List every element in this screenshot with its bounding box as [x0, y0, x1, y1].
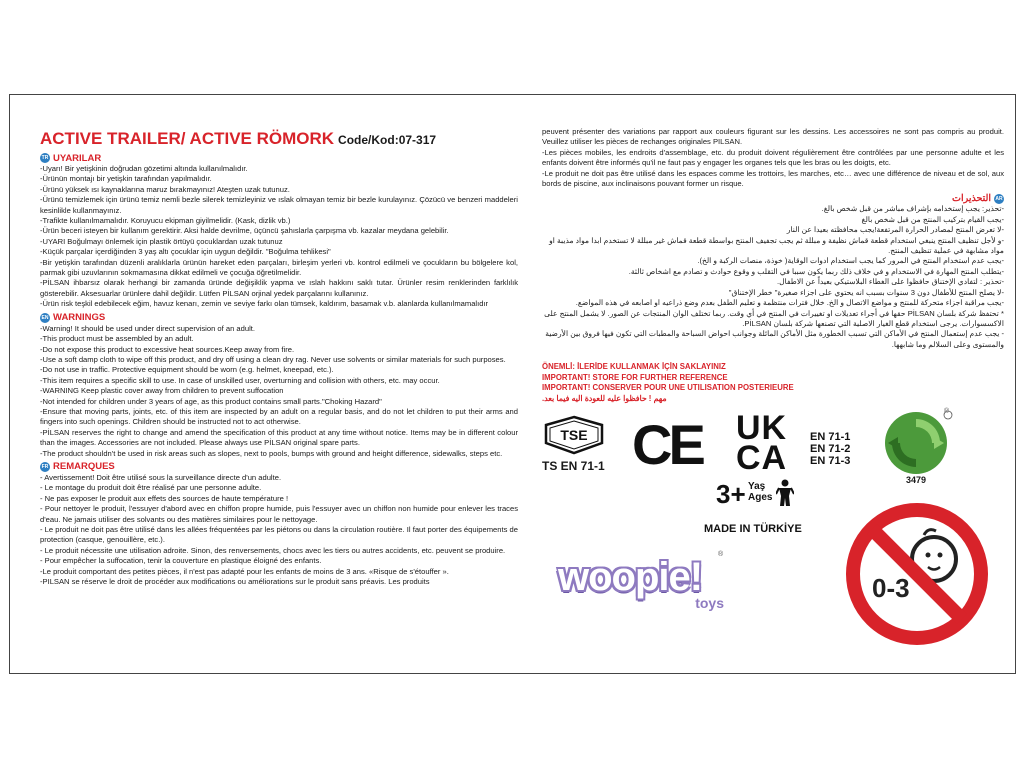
age-label-tr: Yaş	[748, 481, 766, 492]
text-line: - Ne pas exposer le produit aux effets des sources de haute température !	[40, 493, 289, 503]
ukca-top: UK	[736, 409, 788, 447]
section-body-fr	[40, 473, 518, 587]
text-line: -Les pièces mobiles, les endroits d'assemblage, etc. du produit doivent régulièrement être contrôlées par une personne adulte et les enfants doivent être informés qu'il ne faut pas y engager les organes tels que les bras ou les doigts, etc.	[542, 147, 1004, 168]
notice-en: IMPORTANT! STORE FOR FURTHER REFERENCE	[542, 372, 728, 382]
text-line: -يجب عدم استخدام المنتج في المرور كما يجب استخدام ادوات الوقاية( خوذة، منصات الركبة و الخ).	[697, 256, 1004, 266]
section-head-tr	[40, 152, 518, 164]
no-children-under-3-sign	[842, 499, 992, 649]
text-line: -PİLSAN reserves the right to change and amend the specification of this product at any time without notice. Items may be in different colour than the images. Accessories are not included. Please always use PİLSAN original spare parts.	[40, 427, 518, 448]
ukca-mark	[736, 409, 788, 477]
text-line: -The product shouldn't be used in risk areas such as slopes, next to pools, bumps with ground and height difference, sidewalks, steps etc.	[40, 448, 503, 458]
label-sheet	[9, 94, 1016, 674]
section-body-tr	[40, 164, 518, 310]
en-standards	[810, 431, 850, 467]
text-line: -Warning! It should be used under direct supervision of an adult.	[40, 323, 255, 333]
text-line: * تحتفظ شركة بلسان PİLSAN حقها في أجراء تعديلات او تغييرات في المنتج في أي وقت. ربما تختلف الوان المنتجات عن الصور. لا يشمل المنتج على الاكسسوارات. يرجى استخدام قطع الغيار الاصلية التي تصنعها شركة بلسان PİLSAN.	[544, 308, 1004, 328]
made-in-label: MADE IN TÜRKİYE	[704, 523, 802, 535]
age-label-en: Ages	[748, 492, 773, 503]
green-dot-registered: ®	[944, 408, 950, 415]
text-line: -و لأجل تنظيف المنتج ينبغي استخدام قطعة قماش نظيفة و مبللة ثم يجب تجفيف المنتج بواسطة قطعة قماش غير مبللة لا تستخدم ابدا مواد مذيبة او مواد مشابهة في عملية تنظيف المنتج.	[549, 235, 1004, 256]
badge-en-icon: EN	[41, 314, 49, 321]
tse-logo-text: TSE	[560, 427, 588, 443]
age-block	[716, 479, 826, 519]
text-line: - Le produit ne doit pas être utilisé dans les allées fréquentées par les piétons ou dans la circulation routière. Il faut porter des équipements de protection (casque, genouillère, etc.).	[40, 525, 518, 545]
text-line: - Avertissement! Doit être utilisé sous la surveillance directe d'un adulte.	[40, 472, 282, 482]
prohibition-icon	[842, 499, 992, 649]
en-standard: EN 71-2	[810, 443, 851, 455]
notice-ar: مهم ! حافظوا عليه للعودة اليه فيما بعد.	[542, 393, 667, 403]
text-line: -PİLSAN ihbarsız olarak herhangi bir zamanda üründe değişiklik yapma ve ıslah hakkını saklı tutar. Ürünler resim renklerinden farklılık gösterebilir. Aksesuarlar ürünlere dahil değildir. Lütfen PİLSAN orjinal yedek parçalarını kullanınız.	[40, 278, 518, 298]
text-line: -يجب مراقبة اجزاء متحركة للمنتج و مواضع الاتصال و الخ. خلال فترات منتظمة و تعليم الطفل بعدم وضع ذراعيه او اصابعه في هذه المواضع.	[575, 298, 1004, 308]
text-line: -Le produit ne doit pas être utilisé dans les espaces comme les trottoirs, les marches, etc… avec une différence de niveau et de sol, aux bords de piscine, aux inclinaisons pouvant former un risque.	[542, 168, 1004, 189]
text-line: -تحذير : لتفادي الإختناق حافظوا على الغطاء البلاستيكي بعيداً عن الاطفال.	[777, 277, 1004, 287]
text-line: -Not intended for children under 3 years of age, as this product contains small parts."Choking Hazard"	[40, 396, 382, 406]
brand-name: woopie!	[558, 555, 703, 599]
text-line: -Do not use in traffic. Protective equipment should be worn (e.g. helmet, kneepad, etc.).	[40, 365, 334, 375]
section-title-tr: UYARILAR	[53, 152, 102, 164]
text-line: - Pour nettoyer le produit, l'essuyer d'abord avec en chiffon propre humide, puis l'essuyer avec un chiffon non humide pour enlever les traces d'eau. Ne jamais utiliser des solvants ou des matières similaires pour le nettoyage.	[40, 504, 518, 524]
text-line: - يجب عدم إستعمال المنتج في الأماكن التي تسبب الخطورة مثل الأماكن المائلة وجوانب احواض السباحة والمطبات التي تكون فيها فروق بين الأرضية والمستوى وعلى السلالم وما شابهها.	[545, 329, 1004, 349]
section-title-fr: REMARQUES	[53, 461, 115, 473]
text-line: -يتطلب المنتج المهارة في الاستخدام و في خلاف ذلك ربما يكون سببا في التقلب و وقوع حوادث و تصادم مع اشخاص ثالثة.	[628, 266, 1004, 276]
badge-tr-icon: TR	[41, 155, 49, 161]
section-head-fr	[40, 461, 518, 473]
product-title	[40, 129, 518, 150]
section-body-en	[40, 324, 518, 459]
text-line: -UYARI Boğulmayı önlemek için plastik örtüyü çocuklardan uzak tutunuz	[40, 236, 283, 246]
ukca-bottom: CA	[736, 439, 788, 477]
right-column	[542, 127, 1004, 404]
section-title-ar: التحذيرات	[952, 193, 991, 205]
text-line: -This item requires a specific skill to use. In case of unskilled user, overturning and collision with others, etc. may occur.	[40, 375, 440, 385]
brand-registered: ®	[718, 551, 724, 558]
tse-standard: TS EN 71-1	[542, 459, 605, 473]
text-line: - Le produit nécessite une utilisation adroite. Sinon, des renversements, chocs avec les tiers ou autres accidents, etc. peuvent se produire.	[40, 545, 506, 555]
text-line: -لا تعرض المنتج لمصادر الحرارة المرتفعة!يجب محافظته بعيدا عن النار	[786, 225, 1004, 235]
tse-mark	[542, 415, 632, 477]
text-line: -Le produit comportant des petites pièces, il n'est pas adapté pour les enfants de moins de 3 ans. «Risque de s'étouffer ».	[40, 566, 449, 576]
text-line: peuvent présenter des variations par rapport aux couleurs figurant sur les dessins. Les accessoires ne sont pas compris au produit. Veuillez utiliser les pièces de rechanges originales PILSAN.	[542, 127, 1004, 147]
left-column	[40, 129, 518, 587]
text-line: -Ürün beceri isteyen bir kullanım gerektirir. Aksi halde devrilme, üçüncü şahıslarla çarpışma vb. kazalar meydana gelebilir.	[40, 226, 449, 236]
section-body-ar	[542, 204, 1004, 350]
text-line: -Ürünü yüksek ısı kaynaklarına maruz bırakmayınız! Ateşten uzak tutunuz.	[40, 184, 290, 194]
age-warning-label: 0-3	[872, 573, 910, 603]
section-title-en: WARNINGS	[53, 312, 106, 324]
ce-mark: CE	[632, 413, 702, 476]
text-line: -تحذير: يجب إستخدامه بإشراف مباشر من قبل شخص بالغ.	[821, 204, 1004, 214]
notice-fr: IMPORTANT! CONSERVER POUR UNE UTILISATION POSTERIEURE	[542, 383, 794, 393]
text-line: -Do not expose this product to excessive heat sources.Keep away from fire.	[40, 344, 295, 354]
en-standard: EN 71-1	[810, 431, 851, 443]
brand-sub: toys	[695, 595, 724, 611]
text-line: - Le montage du produit doit être réalisé par une personne adulte.	[40, 483, 262, 493]
title-black: ACTIVE RÖMORK	[189, 129, 335, 148]
green-dot-icon	[882, 409, 956, 475]
woopie-logo	[558, 551, 728, 627]
important-notices	[542, 362, 1004, 404]
text-line: -Ensure that moving parts, joints, etc. of this item are inspected by an adult on a regular basis, and do not let children to put their arms and fingers into such openings. Children should be instructed not to act otherwise.	[40, 406, 518, 427]
text-line: -يجب القيام بتركيب المنتج من قبل شخص بالغ	[861, 214, 1004, 224]
badge-ar-icon: AR	[995, 195, 1003, 202]
green-dot-code: 3479	[905, 475, 927, 485]
text-line: -Bir yetişkin tarafından düzenli aralıklarla ürünün hareket eden parçaları, birleşim yerleri vb. kontrol edilmeli ve çocukların bu bölgelere kol, parmak gibi uzuvlarının sokmamasına dikkat edilmeli ve çocuğa öğretilmelidir.	[40, 257, 518, 278]
section-head-ar	[542, 193, 1004, 204]
title-red: ACTIVE TRAILER/	[40, 129, 190, 148]
text-line: -Ürünü temizlemek için ürünü temiz nemli bezle silerek temizleyiniz ve ıslak olmayan temiz bir bezle kurulayınız. Çözücü ve benzeri maddeleri kesinlikle kullanmayınız.	[40, 195, 518, 215]
text-line: -PILSAN se réserve le droit de procéder aux modifications ou améliorations sur le produit sans préavis. Les produits	[40, 577, 430, 587]
section-head-en	[40, 312, 518, 324]
text-line: -Küçük parçalar içerdiğinden 3 yaş altı çocuklar için uygun değildir. "Boğulma tehlikesi"	[40, 247, 331, 257]
text-line: -WARNING Keep plastic cover away from children to prevent suffocation	[40, 386, 284, 396]
text-line: -Uyarı! Bir yetişkinin doğrudan gözetimi altında kullanılmalıdır.	[40, 164, 248, 173]
tse-logo-icon	[542, 415, 606, 455]
text-line: -Ürünün montajı bir yetişkin tarafından yapılmalıdır.	[40, 174, 212, 184]
badge-fr-icon: FR	[41, 463, 49, 470]
notice-tr: ÖNEMLİ: İLERİDE KULLANMAK İÇİN SAKLAYINIZ	[542, 362, 726, 372]
text-line: -Use a soft damp cloth to wipe off this product, and dry off using a clean dry rag. Never use solvents or similar materials for such purposes.	[40, 354, 506, 364]
text-line: - Pour empêcher la suffocation, tenir la couverture en plastique éloigné des enfants.	[40, 556, 322, 566]
section-body-fr-continued	[542, 127, 1004, 189]
product-code: Code/Kod:07-317	[338, 133, 437, 147]
child-figure-icon	[776, 479, 794, 507]
text-line: -Ürün risk teşkil edebilecek eğim, havuz kenarı, zemin ve seviye farkı olan tümsek, kaldırım, basamak v.b. alanlarda kullanılmamalıdır	[40, 299, 489, 309]
green-dot-mark	[882, 409, 956, 491]
text-line: -لا يصلح المنتج للأطفال دون 3 سنوات بسبب انه يحتوي على اجزاء صغيرة" خطر الإختناق"	[728, 287, 1004, 297]
age-value: 3+	[716, 479, 746, 509]
text-line: -This product must be assembled by an adult.	[40, 334, 194, 344]
text-line: -Trafikte kullanılmamalıdır. Koruyucu ekipman giyilmelidir. (Kask, dizlik vb.)	[40, 216, 291, 226]
en-standard: EN 71-3	[810, 455, 851, 467]
